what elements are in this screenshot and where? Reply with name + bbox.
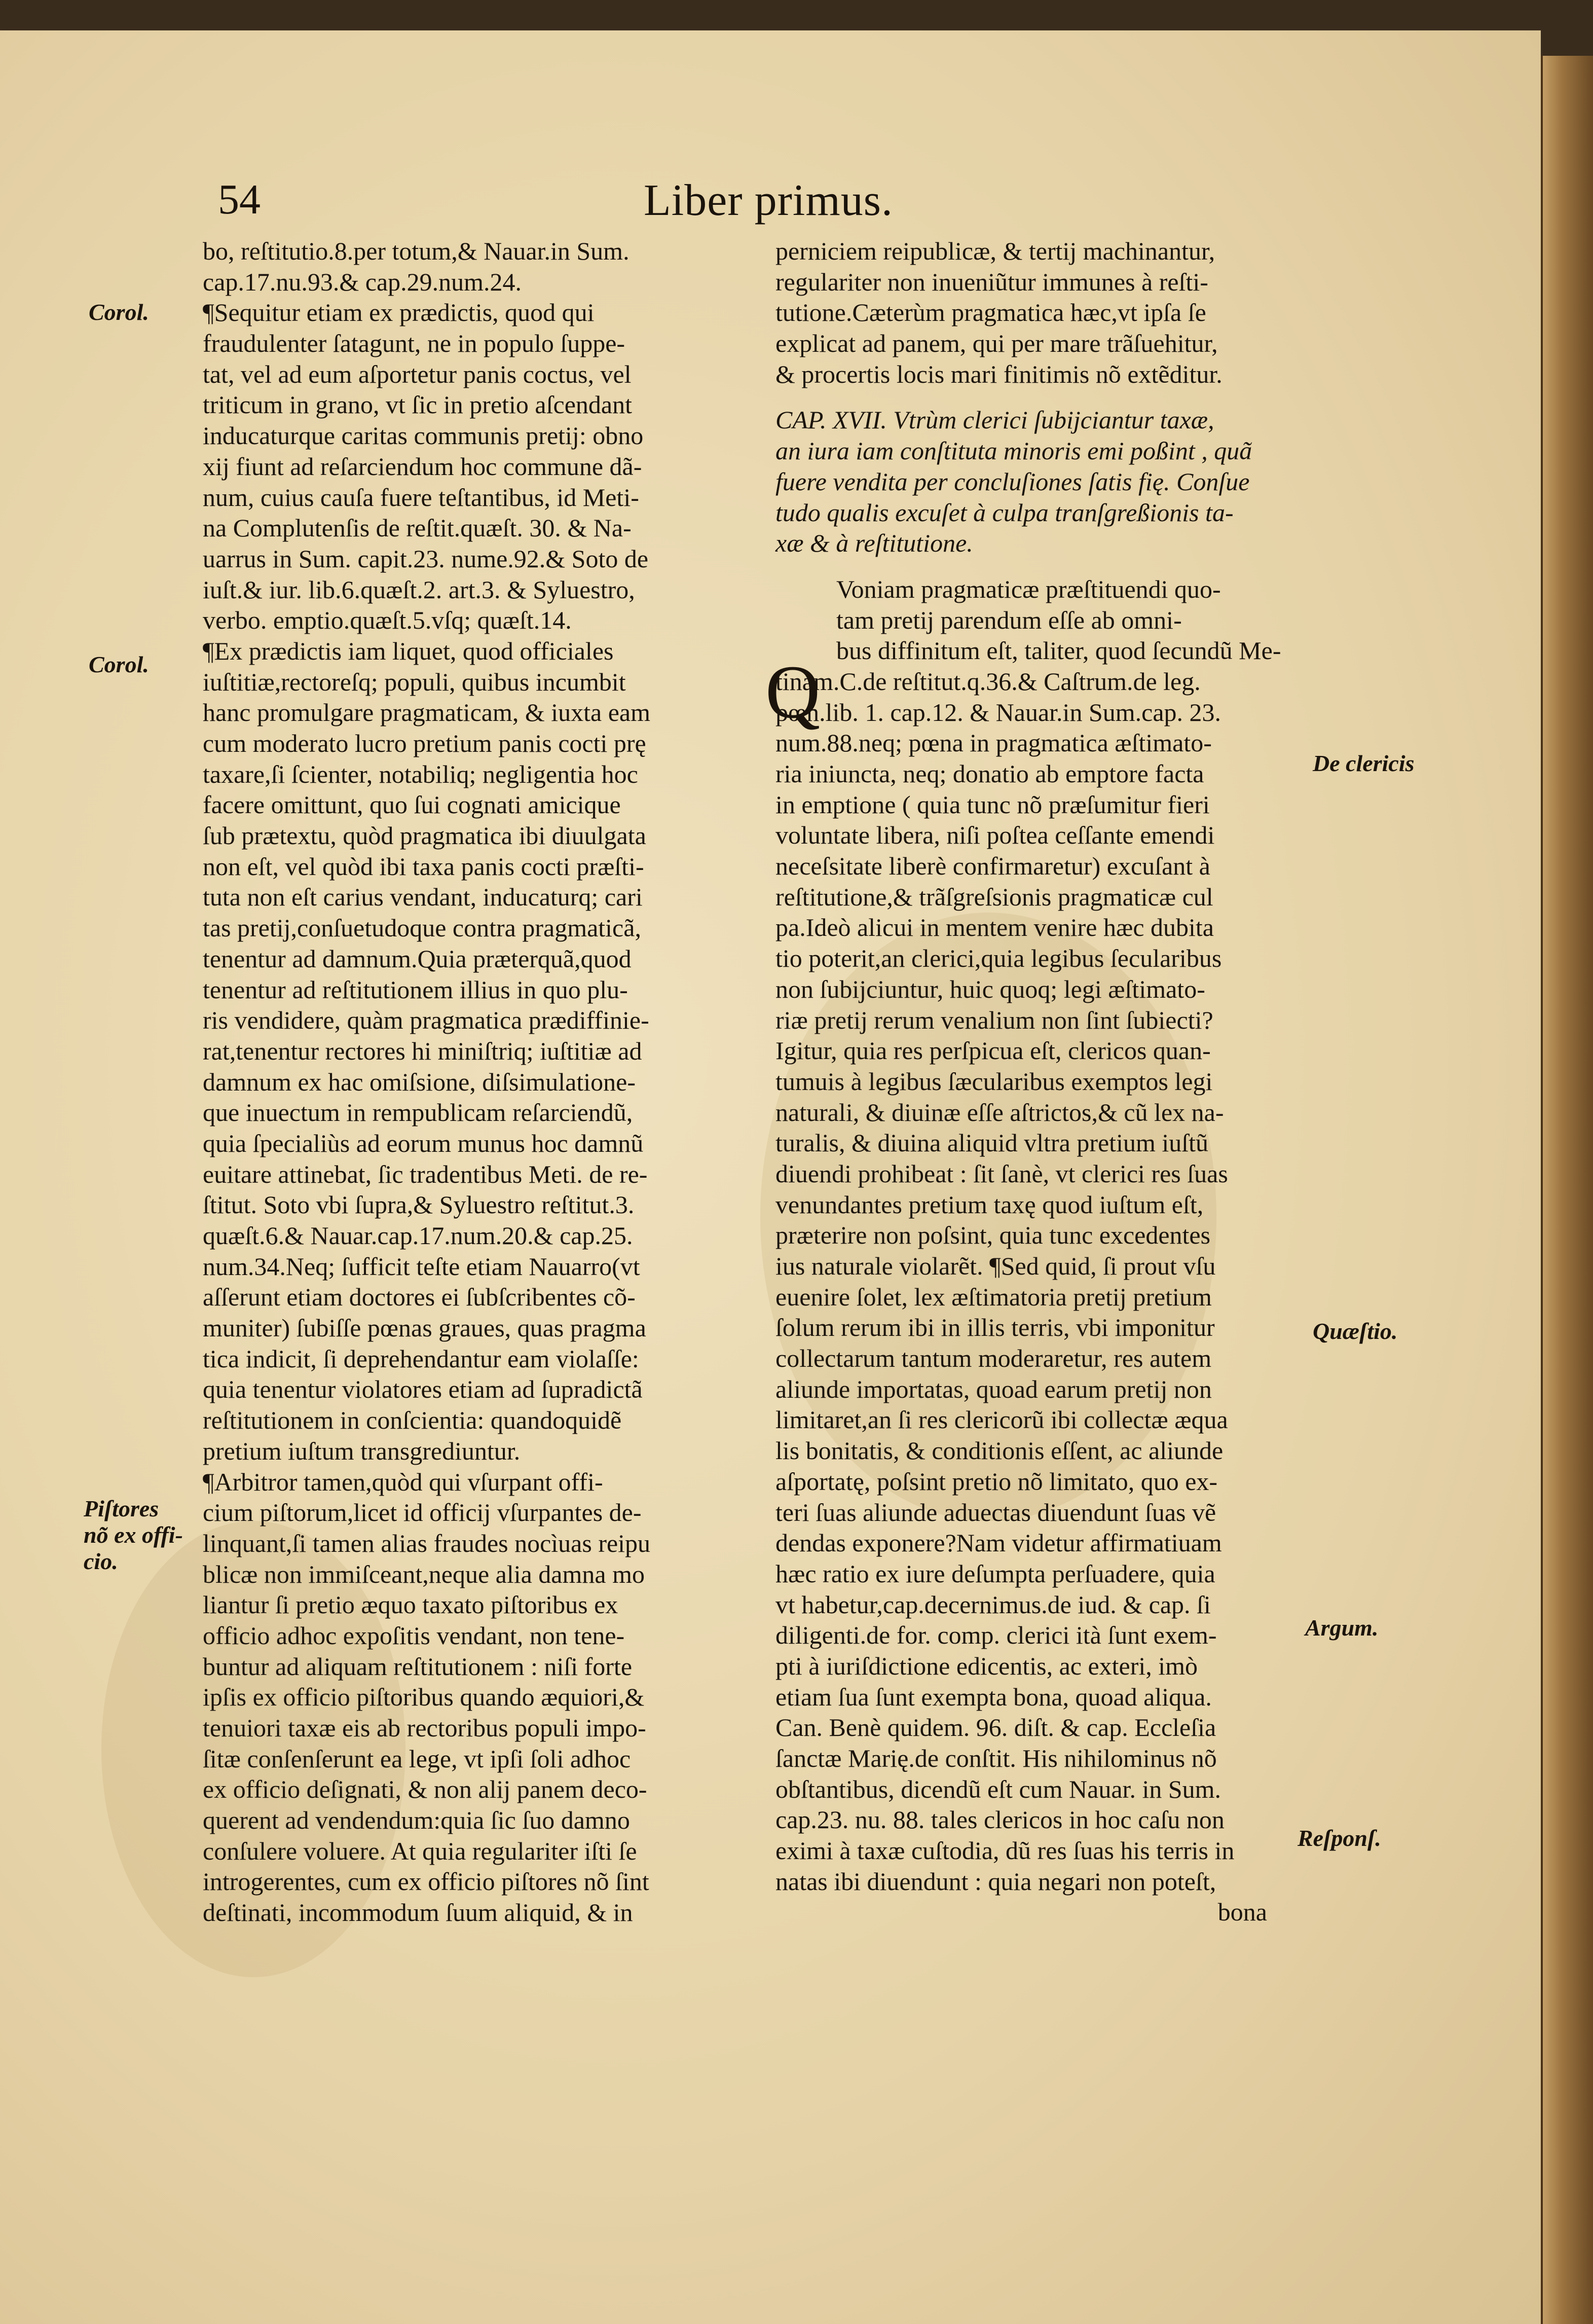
margin-note-corol: Corol. (89, 651, 149, 677)
text-line: aliunde importatas, quoad earum pretij non (775, 1374, 1212, 1403)
text-line: ¶Ex prædictis iam liquet, quod officiales (203, 636, 614, 665)
text-line: tam pretij parendum eſſe ab omni- (836, 605, 1182, 634)
text-line: eximi à taxæ cuſtodia, dũ res ſuas his terris in (775, 1836, 1235, 1865)
text-line: ipſis ex officio piſtoribus quando æquiori,& (203, 1683, 645, 1712)
text-line: tenentur ad damnum.Quia præterquã,quod (203, 944, 632, 973)
text-line: num.88.neq; pœna in pragmatica æſtimato- (775, 729, 1212, 757)
text-line: obſtantibus, dicendũ eſt cum Nauar. in Sum. (775, 1774, 1221, 1803)
text-line: num.34.Neq; ſufficit teſte etiam Nauarro(vt (203, 1252, 640, 1281)
text-line: hanc promulgare pragmaticam, & iuxta eam (203, 698, 650, 727)
text-line: iuſtitiæ,rectoreſq; populi, quibus incumbit (203, 667, 626, 696)
margin-note-quaestio: Quæſtio. (1313, 1318, 1398, 1344)
catchword: bona (1217, 1898, 1267, 1927)
text-line: natas ibi diuendunt : quia negari non poteſt, (775, 1867, 1216, 1896)
text-line: xij fiunt ad reſarciendum hoc commune dã- (203, 452, 642, 481)
running-header (0, 175, 1541, 231)
text-line: Can. Benè quidem. 96. diſt. & cap. Eccleſia (775, 1713, 1216, 1742)
text-line: neceſsitate liberè confirmaretur) excuſant à (775, 852, 1210, 881)
text-line: perniciem reipublicæ, & tertij machinantur, (775, 237, 1215, 265)
text-line: fraudulenter ſatagunt, ne in populo ſuppe- (203, 329, 625, 358)
text-line: riæ pretij rerum venalium non ſint ſubiecti? (775, 1005, 1213, 1034)
text-line: pti à iuriſdictione edicentis, ac exteri, imò (775, 1651, 1198, 1680)
text-line: collectarum tantum moderaretur, res autem (775, 1344, 1212, 1373)
text-line: cap.23. nu. 88. tales clericos in hoc caſu non (775, 1805, 1225, 1834)
text-line: teri ſuas aliunde aduectas diuendunt ſuas vẽ (775, 1498, 1216, 1527)
page-edge (1541, 56, 1593, 2324)
text-line: damnum ex hac omiſsione, diſsimulatione- (203, 1067, 636, 1096)
text-line: tenentur ad reſtitutionem illius in quo plu- (203, 975, 628, 1004)
text-line: CAP. XVII. Vtrùm clerici ſubijciantur taxæ, (775, 406, 1214, 434)
running-head: Liber primus. (644, 176, 894, 225)
text-line: cium piſtorum,licet id officij vſurpantes de- (203, 1498, 642, 1527)
right-body-lines (775, 574, 1308, 1897)
text-line: ſtitut. Soto vbi ſupra,& Syluestro reſtitut.3. (203, 1190, 635, 1219)
text-line: verbo. emptio.quæſt.5.vſq; quæſt.14. (203, 606, 572, 635)
right-column (775, 236, 1308, 1928)
text-line: pa.Ideò alicui in mentem venire hæc dubita (775, 913, 1214, 942)
text-line: ¶Arbitror tamen,quòd qui vſurpant offi- (203, 1467, 603, 1496)
text-line: tas pretij,conſuetudoque contra pragmaticã, (203, 914, 641, 942)
text-line: turalis, & diuina aliquid vltra pretium iuſtũ (775, 1129, 1209, 1157)
text-line: tio poterit,an clerici,quia legibus ſecularibus (775, 944, 1222, 973)
text-line: liantur ſi pretio æquo taxato piſtoribus ex (203, 1590, 618, 1619)
margin-note-respons: Reſponſ. (1298, 1825, 1381, 1851)
text-line: ex officio deſignati, & non alij panem deco- (203, 1775, 647, 1804)
text-line: præterire non poſsint, quia tunc excedentes (775, 1221, 1211, 1250)
text-line: reſtitutione,& trãſgreſsionis pragmaticæ cul (775, 882, 1213, 911)
text-line: vt habetur,cap.decernimus.de iud. & cap. ſi (775, 1590, 1211, 1619)
text-line: tinam.C.de reſtitut.q.36.& Caſtrum.de leg. (775, 667, 1201, 696)
text-line: ſitæ conſenſerunt ea lege, vt ipſi ſoli adhoc (203, 1744, 631, 1773)
text-line: bo, reſtitutio.8.per totum,& Nauar.in Sum. (203, 237, 629, 265)
text-line: ius naturale violarẽt. ¶Sed quid, ſi prout vſu (775, 1252, 1216, 1280)
margin-note-line: Piſtores (84, 1496, 159, 1521)
text-line: facere omittunt, quo ſui cognati amicique (203, 790, 621, 819)
text-line: tat, vel ad eum aſportetur panis coctus, vel (203, 359, 632, 388)
text-line: querent ad vendendum:quia ſic ſuo damno (203, 1806, 630, 1835)
text-line: ¶Sequitur etiam ex prædictis, quod qui (203, 298, 595, 327)
text-line: ſolum rerum ibi in illis terris, vbi imponitur (775, 1313, 1215, 1342)
text-line: num, cuius cauſa fuere teſtantibus, id Meti- (203, 483, 639, 512)
text-line: pretium iuſtum transgrediuntur. (203, 1436, 521, 1465)
text-line: quia tenentur violatores etiam ad ſupradictã (203, 1375, 643, 1404)
text-line: taxare,ſi ſcienter, notabiliq; negligentia hoc (203, 759, 638, 788)
text-line: aſportatę, poſsint pretio nõ limitato, quo ex- (775, 1467, 1218, 1496)
chapter-heading (775, 405, 1308, 558)
text-line: blicæ non immiſceant,neque alia damna mo (203, 1559, 645, 1588)
text-line: rat,tenentur rectores hi miniſtriq; iuſtitiæ ad (203, 1036, 642, 1065)
text-line: muniter) ſubiſſe pœnas graues, quas pragma (203, 1314, 646, 1342)
text-line: deſtinati, incommodum ſuum aliquid, & in (203, 1898, 633, 1927)
text-line: tica indicit, ſi deprehendantur eam violaſſe: (203, 1344, 639, 1373)
text-line: an iura iam conſtituta minoris emi poßint , quã (775, 437, 1252, 465)
text-line: aſſerunt etiam doctores ei ſubſcribentes cõ- (203, 1283, 636, 1312)
text-line: tudo qualis excuſet à culpa tranſgreßionis ta- (775, 498, 1234, 527)
text-line: na Complutenſis de reſtit.quæſt. 30. & Na- (203, 514, 632, 542)
text-line: cum moderato lucro pretium panis cocti prę (203, 729, 646, 757)
text-line: introgerentes, cum ex officio piſtores nõ ſint (203, 1867, 649, 1896)
drop-cap: Q (765, 650, 821, 734)
spacer (775, 389, 1308, 405)
margin-note-de-clericis: De clericis (1313, 750, 1415, 776)
text-line: ria iniuncta, neq; donatio ab emptore facta (775, 759, 1204, 788)
text-line: in emptione ( quia tunc nõ præſumitur fieri (775, 790, 1210, 819)
text-line: dendas exponere?Nam videtur affirmatiuam (775, 1529, 1222, 1557)
text-line: officio adhoc expoſitis vendant, non tene- (203, 1621, 625, 1650)
text-line: limitaret,an ſi res clericorũ ibi collectæ æqua (775, 1405, 1228, 1434)
text-line: triticum in grano, vt ſic in pretio aſcendant (203, 390, 632, 419)
margin-note-corol: Corol. (89, 299, 149, 325)
text-line: buntur ad aliquam reſtitutionem : niſi forte (203, 1652, 633, 1681)
margin-note-line: nõ ex offi- (84, 1522, 183, 1548)
text-line: explicat ad panem, qui per mare trãſuehitur, (775, 329, 1218, 358)
text-line: non eſt, vel quòd ibi taxa panis cocti præſti- (203, 852, 644, 881)
text-line: hæc ratio ex iure deſumpta perſuadere, quia (775, 1559, 1215, 1588)
text-line: diligenti.de for. comp. clerici ità ſunt exem- (775, 1621, 1217, 1650)
text-line: Voniam pragmaticæ præſtituendi quo- (836, 574, 1221, 603)
text-line: tuta non eſt carius vendant, inducaturq; cari (203, 883, 643, 912)
text-line: ſub prætextu, quòd pragmatica ibi diuulgata (203, 821, 646, 850)
right-top-lines (775, 236, 1308, 389)
text-line: quia ſpecialiùs ad eorum munus hoc damnũ (203, 1129, 644, 1157)
text-line: cap.17.nu.93.& cap.29.num.24. (203, 267, 522, 296)
left-column (203, 236, 740, 1928)
text-line: bus diffinitum eſt, taliter, quod ſecundũ Me- (836, 636, 1281, 665)
text-line: lis bonitatis, & conditionis eſſent, ac aliunde (775, 1436, 1224, 1465)
margin-note-argum: Argum. (1305, 1615, 1379, 1641)
text-line: ſanctæ Marię.de conſtit. His nihilominus nõ (775, 1744, 1217, 1772)
page-number: 54 (218, 176, 261, 223)
text-line: que inuectum in rempublicam reſarciendũ, (203, 1098, 633, 1127)
margin-note-pistores (84, 1496, 183, 1575)
text-line: tenuiori taxæ eis ab rectoribus populi impo- (203, 1714, 646, 1742)
spacer (775, 559, 1308, 574)
text-line: etiam ſua ſunt exempta bona, quoad aliqua. (775, 1682, 1212, 1711)
text-line: non ſubijciuntur, huic quoq; legi æſtimato- (775, 974, 1205, 1003)
text-line: voluntate libera, niſi poſtea ceſſante emendi (775, 821, 1215, 850)
text-line: pœn.lib. 1. cap.12. & Nauar.in Sum.cap. 23. (775, 698, 1221, 727)
text-line: conſulere voluere. At quia regulariter iſti ſe (203, 1836, 637, 1865)
text-line: fuere vendita per concluſiones ſatis fię. Conſue (775, 467, 1250, 496)
text-line: reſtitutionem in conſcientia: quandoquidẽ (203, 1406, 622, 1435)
margin-note-line: cio. (84, 1548, 118, 1574)
text-line: regulariter non inueniũtur immunes à reſti- (775, 267, 1208, 296)
text-line: euenire ſolet, lex æſtimatoria pretij pretium (775, 1282, 1212, 1311)
text-line: venundantes pretium taxę quod iuſtum eſt, (775, 1190, 1204, 1219)
text-line: diuendi prohibeat : ſit ſanè, vt clerici res ſuas (775, 1159, 1228, 1188)
text-line: tutione.Cæterùm pragmatica hæc,vt ipſa ſe (775, 298, 1206, 327)
page-edge-line (1541, 56, 1543, 2324)
text-line: Igitur, quia res perſpicua eſt, clericos quan- (775, 1036, 1211, 1065)
text-line: xæ & à reſtitutione. (775, 529, 973, 558)
text-line: ris vendidere, quàm pragmatica prædiffinie- (203, 1006, 649, 1035)
text-line: & procertis locis mari finitimis nõ extẽditur. (775, 359, 1222, 388)
text-line: tumuis à legibus ſæcularibus exemptos legi (775, 1067, 1213, 1096)
text-line: quæſt.6.& Nauar.cap.17.num.20.& cap.25. (203, 1221, 633, 1250)
text-line: linquant,ſi tamen alias fraudes nocìuas reipu (203, 1529, 651, 1557)
text-line: euitare attinebat, ſic tradentibus Meti. de re- (203, 1159, 648, 1188)
text-line: uarrus in Sum. capit.23. nume.92.& Soto de (203, 544, 649, 573)
text-line: naturali, & diuinæ eſſe aſtrictos,& cũ lex na- (775, 1098, 1224, 1127)
text-line: inducaturque caritas communis pretij: obno (203, 421, 644, 450)
text-line: iuſt.& iur. lib.6.quæſt.2. art.3. & Syluestro, (203, 575, 635, 604)
